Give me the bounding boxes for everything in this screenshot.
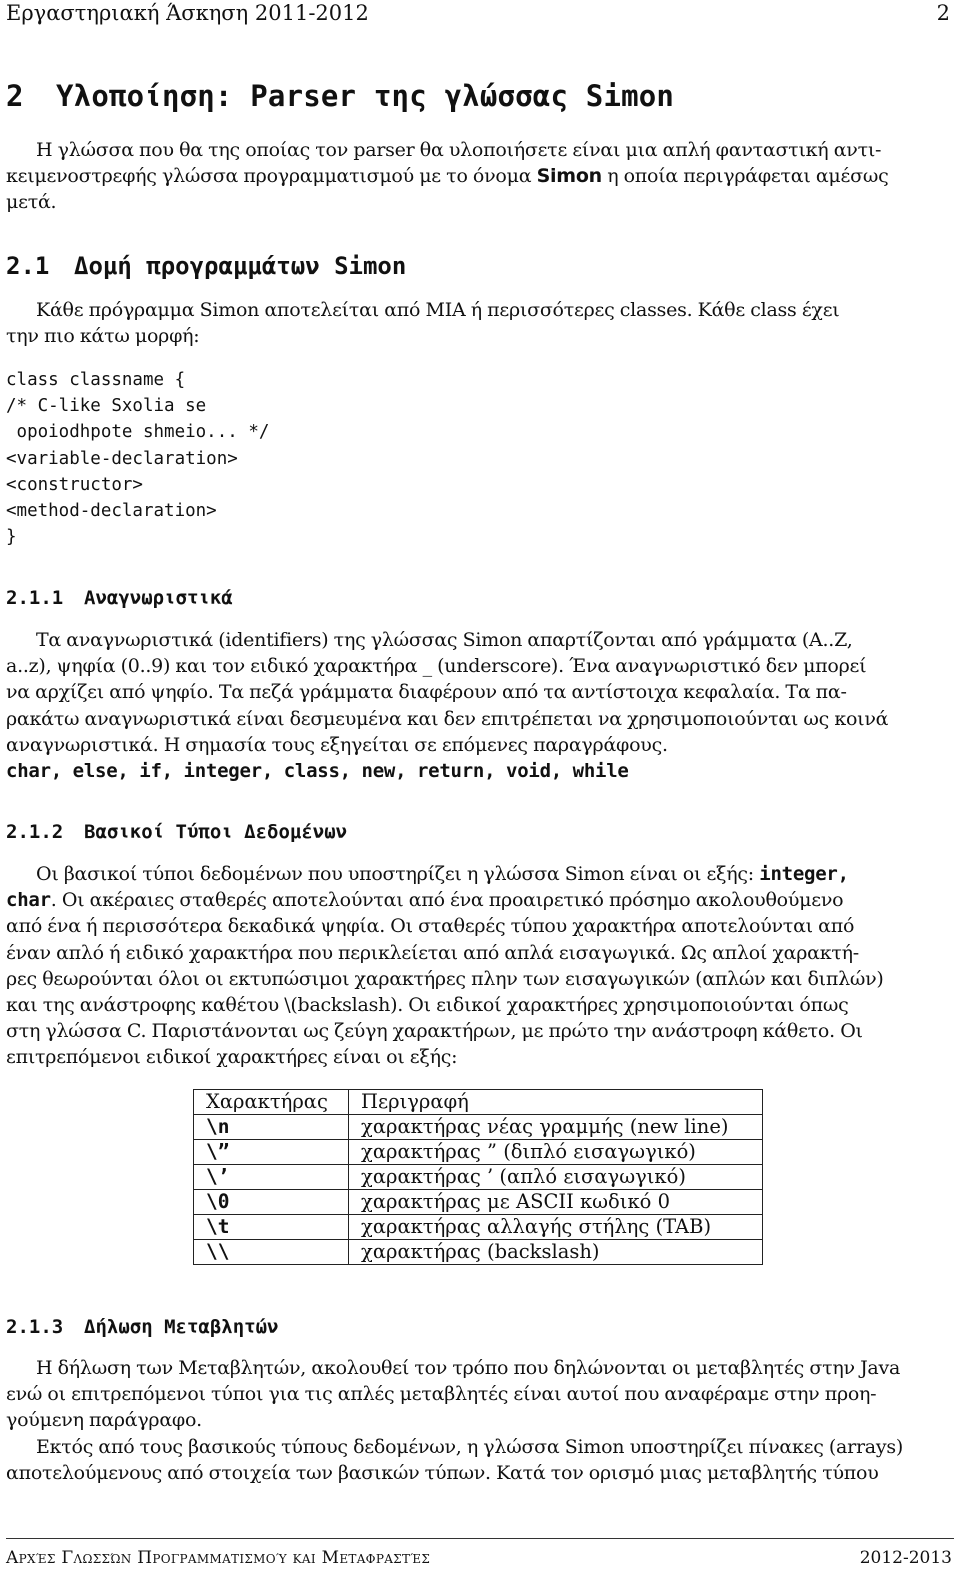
table-cell-desc: χαρακτήρας νέας γραμμής (new line) [349,1115,763,1140]
running-header [6,0,950,26]
text-line: Τα αναγνωριστικά (identifiers) της γλώσσας Simon απαρτίζονται από γράμματα (A..Z, [36,629,853,651]
table-header-cell: Περιγραφή [349,1090,763,1115]
intro-paragraph [6,137,952,216]
code-line: opoiodhpote shmeio... */ [6,422,270,443]
table-cell-char: \’ [194,1165,349,1190]
text-line: Κάθε πρόγραμμα Simon αποτελείται από ΜΙΑ ή περισσότερες classes. Κάθε class έχει [36,299,840,321]
table-row [194,1215,763,1240]
table-row [194,1240,763,1265]
text-line: επιτρεπόμενοι ειδικοί χαρακτήρες είναι οι εξής: [6,1046,458,1069]
subsection-number: 2.1.2 [6,821,64,843]
text-line: κειμενοστρεφής γλώσσα προγραμματισμού με το όνομα [6,165,537,188]
table-cell-char: \0 [194,1190,349,1215]
text-line: Οι βασικοί τύποι δεδομένων που υποστηρίζει η γλώσσα Simon είναι οι εξής: [36,863,760,885]
table-cell-char: \n [194,1115,349,1140]
subsection-title: Δήλωση Μεταβλητών [84,1316,279,1338]
code-line: /* C-like Sxolia se [6,396,207,417]
paragraph-2-1-3 [6,1355,952,1486]
text-line: στη γλώσσα C. Παριστάνονται ως ζεύγη χαρακτήρων, με πρώτο την ανάστροφη κάθετο. Οι [6,1020,863,1043]
language-name: Simon [536,165,602,188]
code-line: <method-declaration> [6,501,217,522]
header-title: Εργαστηριακή Άσκηση 2011-2012 [6,1,369,25]
subsection-heading-2-1-2 [6,819,952,845]
text-line: έναν απλό ή ειδικό χαρακτήρα που περικλείεται από απλά εισαγωγικά. Ως απλοί χαρακτή- [6,941,859,964]
text-line: Η γλώσσα που θα της οποίας τον parser θα υλοποιήσετε είναι μια απλή φανταστική αντι- [36,139,882,161]
text-line: την πιο κάτω μορφή: [6,325,200,348]
table-cell-char: \\ [194,1240,349,1265]
subsection-heading-2-1-3 [6,1314,952,1340]
page-number: 2 [936,1,950,25]
table-row [194,1165,763,1190]
escape-characters-table [193,1089,763,1265]
table-cell-char: \t [194,1215,349,1240]
subsection-number: 2.1.1 [6,587,64,609]
paragraph-2-1-2 [6,861,952,1071]
subsection-heading-2-1-1 [6,585,952,611]
footer-rule [6,1538,954,1539]
code-line: } [6,527,17,548]
table-cell-char: \” [194,1140,349,1165]
text-line: αναγνωριστικά. Η σημασία τους εξηγείται σε επόμενες παραγράφους. [6,733,668,756]
table-cell-desc: χαρακτήρας ’ (απλό εισαγωγικό) [349,1165,763,1190]
table-cell-desc: χαρακτήρας με ASCII κωδικό 0 [349,1190,763,1215]
section-title: Υλοποίηση: Parser της γλώσσας Simon [56,79,675,113]
text-line: Η δήλωση των Μεταβλητών, ακολουθεί τον τρόπο που δηλώνονται οι μεταβλητές στην Java [36,1357,901,1379]
text-line: μετά. [6,191,57,214]
text-line: a..z), ψηφία (0..9) και τον ειδικό χαρακτήρα _ (underscore). Ένα αναγνωριστικό δεν μπορεί [6,655,867,678]
table-header-row [194,1090,763,1115]
paragraph-2-1-1 [6,627,952,784]
section-heading [6,78,952,114]
paragraph-2-1 [6,297,952,349]
text-line: ενώ οι επιτρεπόμενοι τύποι για τις απλές μεταβλητές είναι αυτοί που αναφέραμε στην προη- [6,1383,877,1406]
text-line: να αρχίζει από ψηφίο. Τα πεζά γράμματα διαφέρουν από τα αντίστοιχα κεφαλαία. Τα πα- [6,681,847,704]
reserved-keywords: char, else, if, integer, class, new, return, void, while [6,760,629,783]
table-row [194,1190,763,1215]
text-line: ρακάτω αναγνωριστικά είναι δεσμευμένα και δεν επιτρέπεται να χρησιμοποιούνται ως κοινά [6,707,889,730]
text-line: . Οι ακέραιες σταθερές αποτελούνται από ένα προαιρετικό πρόσημο ακολουθούμενο [50,889,844,912]
table-cell-desc: χαρακτήρας αλλαγής στήλης (TAB) [349,1215,763,1240]
text-line: από ένα ή περισσότερα δεκαδικά ψηφία. Οι σταθερές τύπου χαρακτήρα αποτελούνται από [6,915,855,938]
section-number: 2 [6,79,24,113]
running-footer [6,1545,952,1571]
subsection-number: 2.1.3 [6,1316,64,1338]
table-row [194,1140,763,1165]
table-cell-desc: χαρακτήρας ” (διπλό εισαγωγικό) [349,1140,763,1165]
text-line: αποτελούμενους από στοιχεία των βασικών τύπων. Κατά τον ορισμό μιας μεταβλητής τύπου [6,1461,879,1484]
code-line: <constructor> [6,474,143,495]
type-keyword: integer, [759,863,849,885]
code-line: class classname { [6,370,186,390]
text-line: ρες θεωρούνται όλοι οι εκτυπώσιμοι χαρακτήρες πλην των εισαγωγικών (απλών και διπλών) [6,967,884,990]
footer-year: 2012-2013 [859,1548,952,1568]
subsection-title: Δομή προγραμμάτων Simon [74,252,407,280]
text-line: η οποία περιγράφεται αμέσως [601,165,889,188]
table-cell-desc: χαρακτήρας (backslash) [349,1240,763,1265]
subsection-heading-2-1 [6,251,952,281]
subsection-title: Βασικοί Τύποι Δεδομένων [84,821,348,843]
table-row [194,1115,763,1140]
subsection-title: Αναγνωριστικά [84,587,233,609]
text-line: γούμενη παράγραφο. [6,1409,202,1432]
code-line: <variable-declaration> [6,448,238,469]
code-block [6,367,952,550]
table-header-cell: Χαρακτήρας [194,1090,349,1115]
text-line: Εκτός από τους βασικούς τύπους δεδομένων, η γλώσσα Simon υποστηρίζει πίνακες (arrays) [36,1435,904,1458]
subsection-number: 2.1 [6,252,50,280]
footer-course-title: Αρχές Γλωσσών Προγραμματισμού και Μεταφραστές [6,1548,431,1568]
text-line: και της ανάστροφης καθέτου \(backslash). Οι ειδικοί χαρακτήρες χρησιμοποιούνται όπως [6,994,849,1017]
type-keyword: char [6,889,51,912]
